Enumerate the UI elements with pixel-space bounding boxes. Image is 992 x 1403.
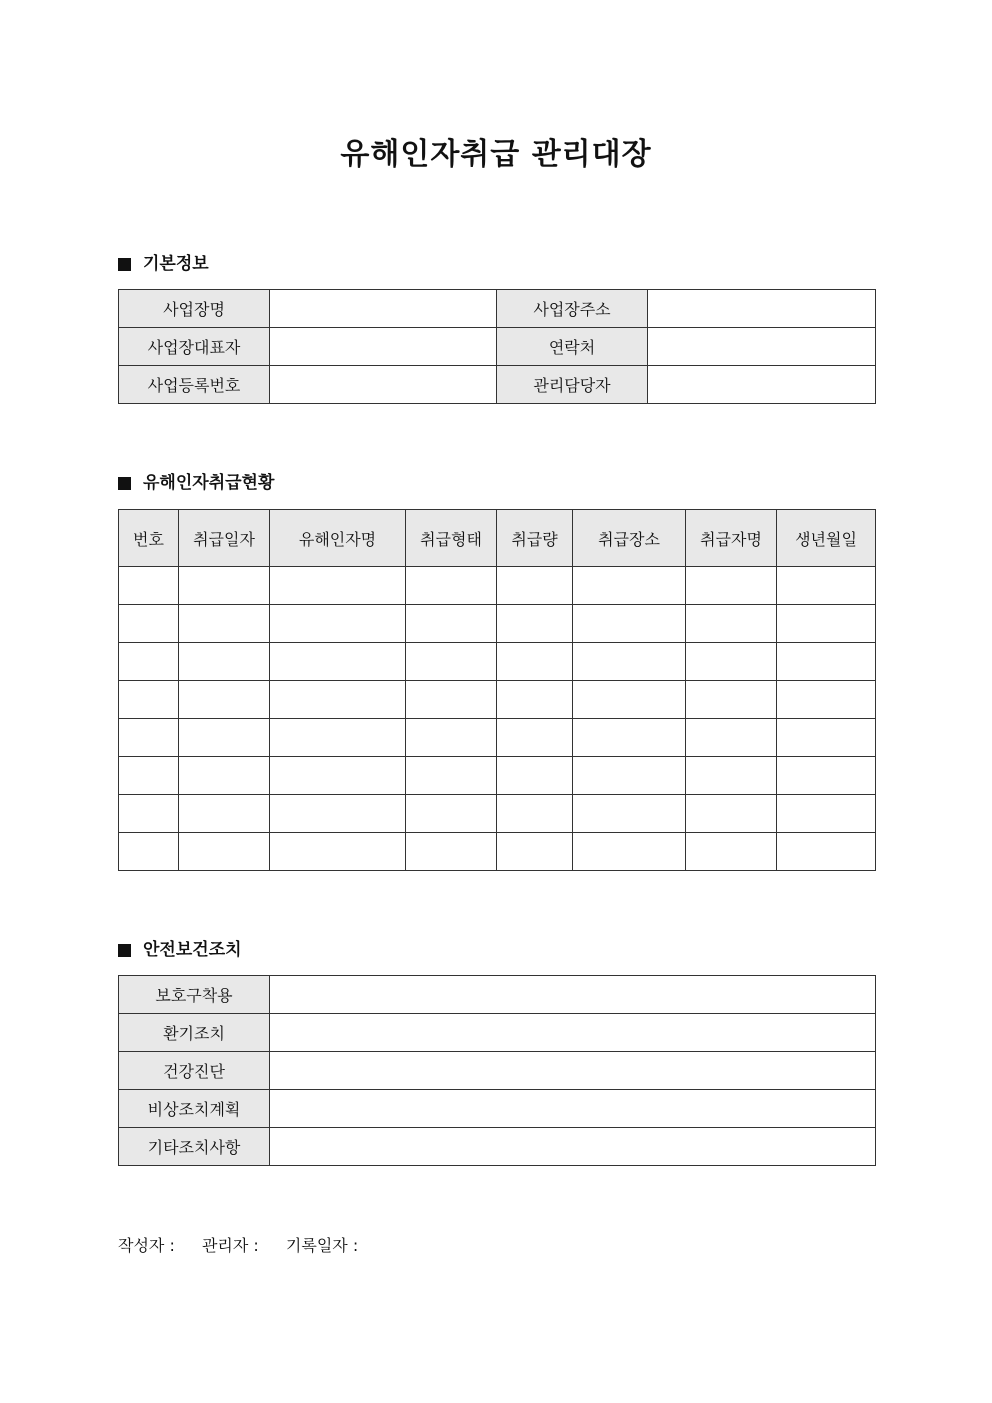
table-cell[interactable] — [686, 795, 777, 833]
basic-info-heading — [118, 252, 209, 276]
table-cell[interactable] — [573, 681, 686, 719]
representative-field[interactable] — [270, 328, 497, 366]
table-cell[interactable] — [119, 681, 179, 719]
contact-label: 연락처 — [497, 328, 648, 366]
table-cell[interactable] — [270, 681, 406, 719]
safety-measures-heading — [118, 938, 242, 962]
table-cell[interactable] — [497, 719, 573, 757]
table-cell[interactable] — [406, 567, 497, 605]
basic-info-table — [118, 289, 876, 404]
square-bullet-icon — [118, 477, 131, 490]
square-bullet-icon — [118, 944, 131, 957]
table-cell[interactable] — [777, 719, 876, 757]
table-cell[interactable] — [573, 643, 686, 681]
business-address-label: 사업장주소 — [497, 290, 648, 328]
square-bullet-icon — [118, 258, 131, 271]
handling-status-heading — [118, 471, 274, 495]
table-cell[interactable] — [179, 757, 270, 795]
table-cell[interactable] — [119, 757, 179, 795]
representative-label: 사업장대표자 — [119, 328, 270, 366]
table-cell[interactable] — [406, 757, 497, 795]
column-header: 생년월일 — [777, 510, 876, 567]
table-row — [119, 757, 876, 795]
table-cell[interactable] — [573, 719, 686, 757]
table-cell[interactable] — [270, 719, 406, 757]
safety-measures-heading-text: 안전보건조치 — [143, 940, 242, 960]
column-header: 번호 — [119, 510, 179, 567]
table-cell[interactable] — [686, 567, 777, 605]
table-cell[interactable] — [270, 833, 406, 871]
table-cell[interactable] — [119, 605, 179, 643]
table-cell[interactable] — [406, 605, 497, 643]
business-name-field[interactable] — [270, 290, 497, 328]
table-cell[interactable] — [179, 719, 270, 757]
author-label: 작성자 : — [118, 1236, 175, 1255]
table-cell[interactable] — [497, 757, 573, 795]
table-cell[interactable] — [777, 833, 876, 871]
table-row — [119, 328, 876, 366]
table-cell[interactable] — [270, 605, 406, 643]
table-cell[interactable] — [777, 643, 876, 681]
handling-status-heading-text: 유해인자취급현황 — [143, 473, 275, 493]
table-cell[interactable] — [406, 719, 497, 757]
registration-number-field[interactable] — [270, 366, 497, 404]
other-measures-label: 기타조치사항 — [119, 1128, 270, 1166]
table-cell[interactable] — [573, 833, 686, 871]
table-cell[interactable] — [777, 605, 876, 643]
table-cell[interactable] — [179, 567, 270, 605]
table-cell[interactable] — [119, 795, 179, 833]
table-cell[interactable] — [270, 757, 406, 795]
safety-measures-table — [118, 975, 876, 1166]
emergency-plan-label: 비상조치계획 — [119, 1090, 270, 1128]
signature-footer — [118, 1234, 380, 1258]
business-address-field[interactable] — [648, 290, 876, 328]
table-cell[interactable] — [777, 567, 876, 605]
table-cell[interactable] — [686, 719, 777, 757]
table-cell[interactable] — [119, 719, 179, 757]
table-cell[interactable] — [270, 795, 406, 833]
table-cell[interactable] — [497, 833, 573, 871]
table-cell[interactable] — [573, 757, 686, 795]
table-cell[interactable] — [497, 795, 573, 833]
emergency-plan-field[interactable] — [270, 1090, 876, 1128]
table-cell[interactable] — [686, 833, 777, 871]
manager-field[interactable] — [648, 366, 876, 404]
table-row — [119, 719, 876, 757]
column-header: 취급량 — [497, 510, 573, 567]
table-cell[interactable] — [686, 643, 777, 681]
column-header: 취급형태 — [406, 510, 497, 567]
table-cell[interactable] — [573, 605, 686, 643]
table-row — [119, 833, 876, 871]
table-row — [119, 681, 876, 719]
table-cell[interactable] — [497, 681, 573, 719]
table-cell[interactable] — [777, 757, 876, 795]
ventilation-label: 환기조치 — [119, 1014, 270, 1052]
table-cell[interactable] — [119, 643, 179, 681]
table-cell[interactable] — [686, 605, 777, 643]
table-row — [119, 976, 876, 1014]
other-measures-field[interactable] — [270, 1128, 876, 1166]
table-cell[interactable] — [179, 681, 270, 719]
protective-gear-field[interactable] — [270, 976, 876, 1014]
column-header: 취급일자 — [179, 510, 270, 567]
table-cell[interactable] — [573, 795, 686, 833]
protective-gear-label: 보호구착용 — [119, 976, 270, 1014]
table-header-row — [119, 510, 876, 567]
column-header: 유해인자명 — [270, 510, 406, 567]
manager-label: 관리담당자 — [497, 366, 648, 404]
table-cell[interactable] — [270, 643, 406, 681]
handling-status-body — [119, 567, 876, 871]
health-checkup-field[interactable] — [270, 1052, 876, 1090]
record-date-label: 기록일자 : — [285, 1236, 359, 1255]
table-cell[interactable] — [686, 681, 777, 719]
table-cell[interactable] — [270, 567, 406, 605]
table-cell[interactable] — [179, 605, 270, 643]
basic-info-heading-text: 기본정보 — [143, 254, 209, 274]
table-row — [119, 290, 876, 328]
table-cell[interactable] — [179, 833, 270, 871]
table-cell[interactable] — [119, 567, 179, 605]
table-row — [119, 1014, 876, 1052]
handling-status-table — [118, 509, 876, 871]
manager-signature-label: 관리자 : — [201, 1236, 259, 1255]
document-title: 유해인자취급 관리대장 — [340, 137, 652, 172]
business-name-label: 사업장명 — [119, 290, 270, 328]
table-cell[interactable] — [686, 757, 777, 795]
table-cell[interactable] — [497, 643, 573, 681]
table-cell[interactable] — [119, 833, 179, 871]
table-row — [119, 366, 876, 404]
table-cell[interactable] — [406, 643, 497, 681]
column-header: 취급장소 — [573, 510, 686, 567]
table-cell[interactable] — [777, 681, 876, 719]
table-row — [119, 1052, 876, 1090]
table-row — [119, 567, 876, 605]
table-cell[interactable] — [179, 795, 270, 833]
table-cell[interactable] — [406, 833, 497, 871]
table-cell[interactable] — [406, 681, 497, 719]
registration-number-label: 사업등록번호 — [119, 366, 270, 404]
table-row — [119, 1128, 876, 1166]
table-cell[interactable] — [179, 643, 270, 681]
table-cell[interactable] — [573, 567, 686, 605]
table-cell[interactable] — [497, 567, 573, 605]
table-cell[interactable] — [777, 795, 876, 833]
table-cell[interactable] — [406, 795, 497, 833]
table-row — [119, 795, 876, 833]
ventilation-field[interactable] — [270, 1014, 876, 1052]
table-row — [119, 1090, 876, 1128]
column-header: 취급자명 — [686, 510, 777, 567]
contact-field[interactable] — [648, 328, 876, 366]
table-row — [119, 605, 876, 643]
health-checkup-label: 건강진단 — [119, 1052, 270, 1090]
table-cell[interactable] — [497, 605, 573, 643]
table-row — [119, 643, 876, 681]
